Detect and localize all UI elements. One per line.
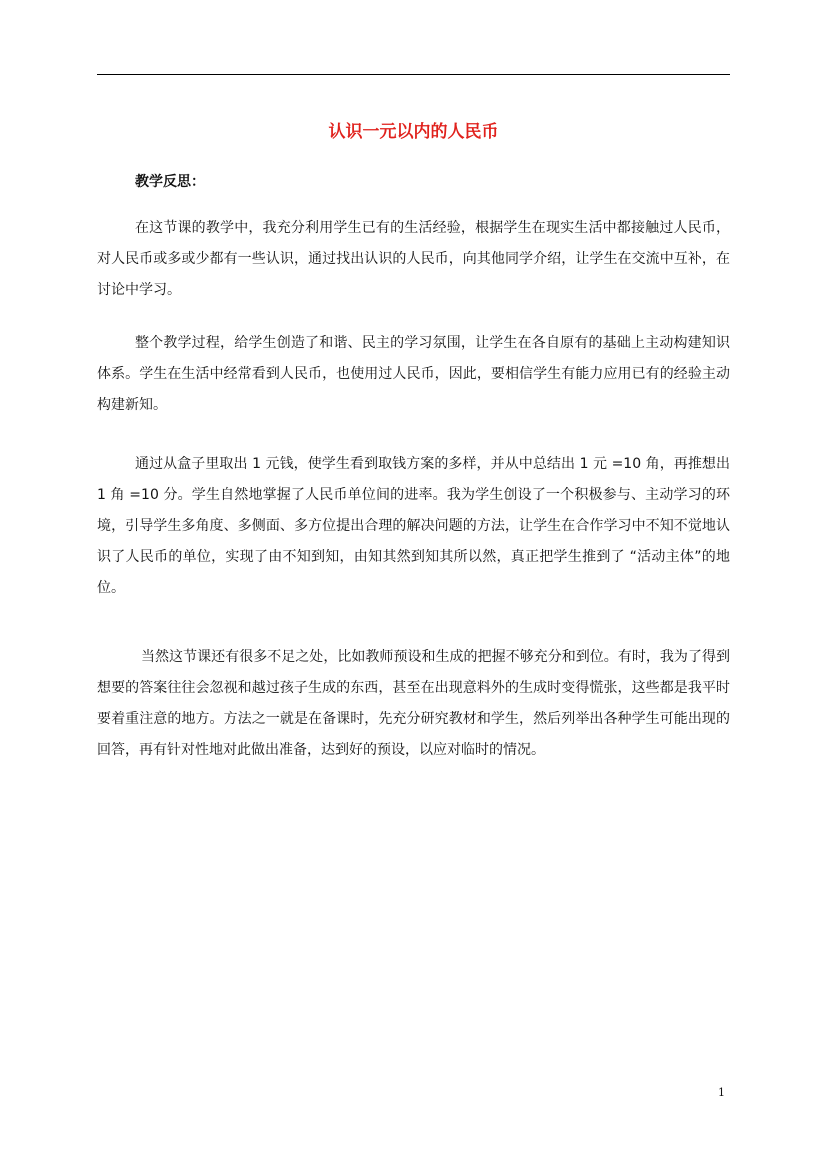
paragraph-1: 在这节课的教学中，我充分利用学生已有的生活经验，根据学生在现实生活中都接触过人民币，对人民币或多或少都有一些认识，通过找出认识的人民币，向其他同学介绍，让学生在交流中互补，在讨论中学习。	[97, 220, 730, 298]
paragraph-3: 通过从盒子里取出 1 元钱，使学生看到取钱方案的多样，并从中总结出 1 元 =10 角，再推想出 1 角 =10 分。学生自然地掌握了人民币单位间的进率。我为学生创设了一个积极参与、主动学习的环境，引导学生多角度、多侧面、多方位提出合理的解决问题的方法，让学生在合作学习中不知不觉地认识了人民币的单位，实现了由不知到知，由知其然到知其所以然，真正把学生推到了 “活动主体”的地位。	[97, 456, 730, 596]
header-rule	[97, 74, 730, 75]
section-label: 教学反思：	[135, 174, 205, 190]
paragraph-2: 整个教学过程，给学生创造了和谐、民主的学习氛围，让学生在各自原有的基础上主动构建知识体系。学生在生活中经常看到人民币，也使用过人民币，因此，要相信学生有能力应用已有的经验主动构建新知。	[97, 335, 730, 413]
page-number: 1	[718, 1086, 725, 1099]
document-title: 认识一元以内的人民币	[328, 122, 499, 142]
paragraph-4: 当然这节课还有很多不足之处，比如教师预设和生成的把握不够充分和到位。有时，我为了得到想要的答案往往会忽视和越过孩子生成的东西，甚至在出现意料外的生成时变得慌张，这些都是我平时要着重注意的地方。方法之一就是在备课时，先充分研究教材和学生，然后列举出各种学生可能出现的回答，再有针对性地对此做出准备，达到好的预设，以应对临时的情况。	[97, 649, 730, 758]
